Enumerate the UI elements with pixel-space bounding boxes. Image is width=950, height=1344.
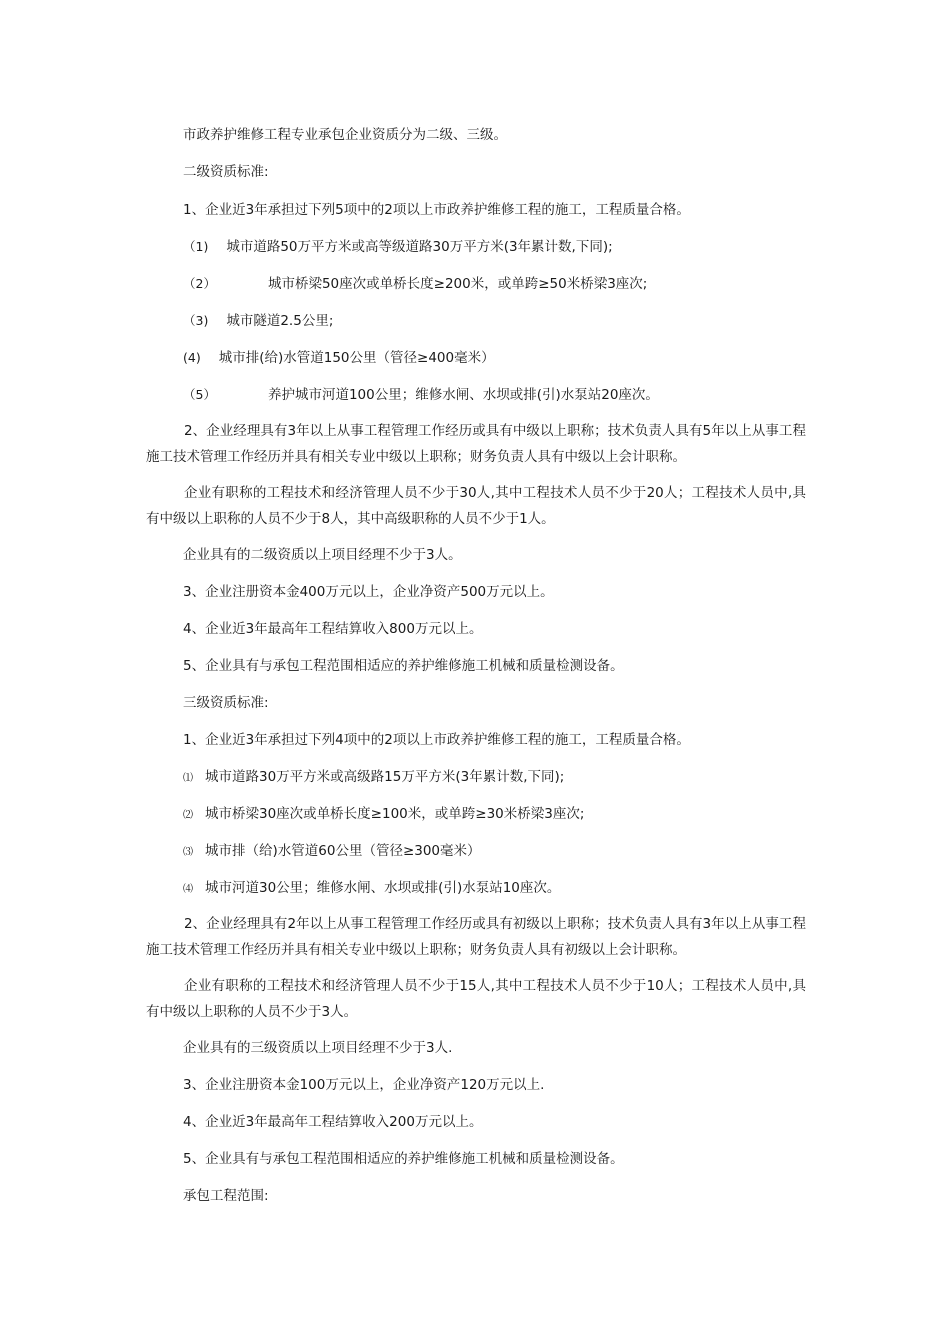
level3-item-5: 5、企业具有与承包工程范围相适应的养护维修施工机械和质量检测设备。 <box>183 1151 624 1167</box>
level2-staff-paragraph: 企业有职称的工程技术和经济管理人员不少于30人,其中工程技术人员不少于20人；工程技术人员中,具有中级以上职称的人员不少于8人，其中高级职称的人员不少于1人。 <box>146 485 806 527</box>
level3-sub-1 <box>183 768 564 788</box>
level3-staff-paragraph: 企业有职称的工程技术和经济管理人员不少于15人,其中工程技术人员不少于10人；工程技术人员中,具有中级以上职称的人员不少于3人。 <box>146 978 806 1020</box>
level3-item-2: 2、企业经理具有2年以上从事工程管理工作经历或具有初级以上职称；技术负责人具有3年以上从事工程施工技术管理工作经历并具有相关专业中级以上职称；财务负责人具有初级以上会计职称。 <box>146 916 806 958</box>
level2-sub-4 <box>183 349 495 367</box>
level3-sub-3 <box>183 842 481 862</box>
scope-heading: 承包工程范围: <box>183 1188 269 1204</box>
level2-sub-5 <box>183 386 659 404</box>
level3-item-1: 1、企业近3年承担过下列4项中的2项以上市政养护维修工程的施工，工程质量合格。 <box>183 732 690 748</box>
level2-item-2: 2、企业经理具有3年以上从事工程管理工作经历或具有中级以上职称；技术负责人具有5年以上从事工程施工技术管理工作经历并具有相关专业中级以上职称；财务负责人具有中级以上会计职称。 <box>146 423 806 465</box>
level2-sub-2 <box>183 275 647 293</box>
level2-item-3: 3、企业注册资本金400万元以上，企业净资产500万元以上。 <box>183 584 554 600</box>
level2-sub-5-marker: （5） <box>183 387 216 402</box>
level3-sub-3-text: 城市排（给)水管道60公里（管径≥300毫米） <box>205 843 481 859</box>
level2-sub-4-marker: (4) <box>183 350 201 365</box>
level3-item-3: 3、企业注册资本金100万元以上，企业净资产120万元以上. <box>183 1077 545 1093</box>
intro-paragraph: 市政养护维修工程专业承包企业资质分为二级、三级。 <box>183 127 507 143</box>
level3-managers: 企业具有的三级资质以上项目经理不少于3人. <box>183 1040 453 1056</box>
level3-sub-2-text: 城市桥梁30座次或单桥长度≥100米，或单跨≥30米桥梁3座次; <box>205 806 585 822</box>
level2-item-1: 1、企业近3年承担过下列5项中的2项以上市政养护维修工程的施工，工程质量合格。 <box>183 202 690 218</box>
level2-heading: 二级资质标准: <box>183 164 269 180</box>
level2-item-5: 5、企业具有与承包工程范围相适应的养护维修施工机械和质量检测设备。 <box>183 658 624 674</box>
level2-sub-1-marker: （1) <box>183 239 209 254</box>
level2-sub-3-text: 城市隧道2.5公里; <box>226 313 334 329</box>
level2-sub-4-text: 城市排(给)水管道150公里（管径≥400毫米） <box>218 350 495 366</box>
level2-sub-1-text: 城市道路50万平方米或高等级道路30万平方米(3年累计数,下同); <box>226 239 613 255</box>
level3-sub-4 <box>183 879 560 899</box>
level3-sub-1-marker: ⑴ <box>183 773 193 784</box>
level2-sub-2-text: 城市桥梁50座次或单桥长度≥200米，或单跨≥50米桥梁3座次; <box>267 276 648 292</box>
level3-heading: 三级资质标准: <box>183 695 269 711</box>
level3-sub-1-text: 城市道路30万平方米或高级路15万平方米(3年累计数,下同); <box>205 769 565 785</box>
level2-sub-2-marker: （2） <box>183 276 216 291</box>
level3-sub-4-text: 城市河道30公里；维修水闸、水坝或排(引)水泵站10座次。 <box>205 880 561 896</box>
level2-sub-1 <box>183 238 613 256</box>
level3-item-4: 4、企业近3年最高年工程结算收入200万元以上。 <box>183 1114 483 1130</box>
level3-sub-3-marker: ⑶ <box>183 847 193 858</box>
level2-item-4: 4、企业近3年最高年工程结算收入800万元以上。 <box>183 621 483 637</box>
level2-managers: 企业具有的二级资质以上项目经理不少于3人。 <box>183 547 462 563</box>
level3-sub-4-marker: ⑷ <box>183 884 193 895</box>
level3-sub-2-marker: ⑵ <box>183 810 193 821</box>
level3-sub-2 <box>183 805 584 825</box>
level2-sub-3 <box>183 312 333 330</box>
level2-sub-3-marker: （3) <box>183 313 209 328</box>
level2-sub-5-text: 养护城市河道100公里；维修水闸、水坝或排(引)水泵站20座次。 <box>267 387 659 403</box>
